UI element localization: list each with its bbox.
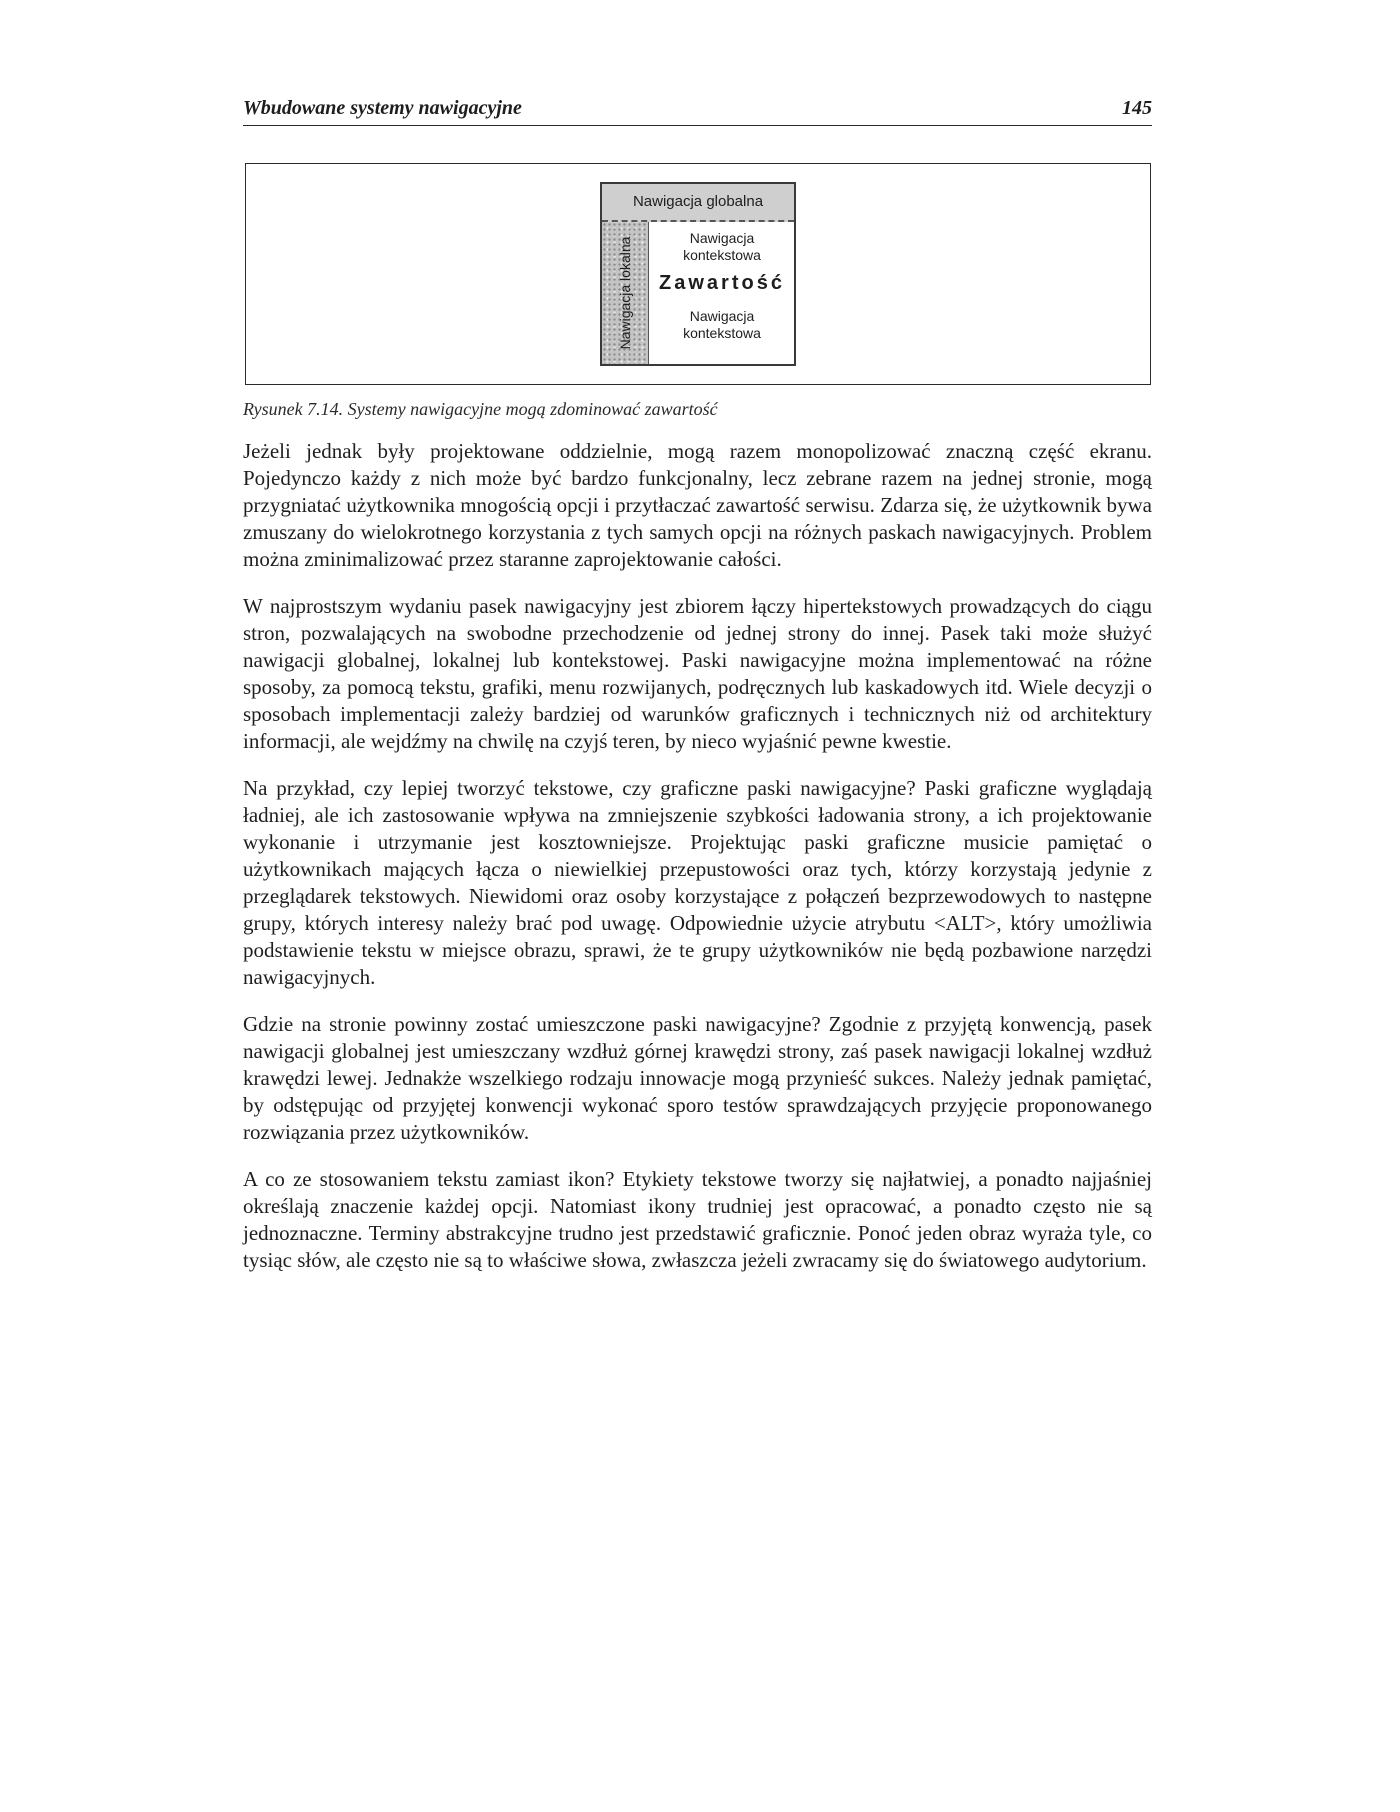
context-bottom-line-2: kontekstowa — [683, 325, 761, 341]
local-navigation-label: Nawigacja lokalna — [617, 236, 633, 350]
context-top-line-1: Nawigacja — [689, 230, 755, 246]
context-bottom-line-1: Nawigacja — [689, 308, 755, 324]
paragraph: Jeżeli jednak były projektowane oddzielnie, mogą razem monopolizować znaczną część ekranu. Pojedynczo każdy z nich może być bardzo funkcjonalny, lecz zebrane razem na jednej stronie, mogą przygniatać użytkownika mnogością opcji i przytłaczać zawartość serwisu. Zdarza się, że użytkownik bywa zmuszany do wielokrotnego korzystania z tych samych opcji na różnych paskach nawigacyjnych. Problem można zminimalizować przez staranne zaprojektowanie całości. — [243, 439, 1152, 571]
paragraph: A co ze stosowaniem tekstu zamiast ikon? Etykiety tekstowe tworzy się najłatwiej, a ponadto najjaśniej określają znaczenie każdej opcji. Natomiast ikony trudniej jest opracować, a ponadto często nie są jednoznaczne. Terminy abstrakcyjne trudno jest przedstawić graficznie. Ponoć jeden obraz wyraża tyle, co tysiąc słów, ale często nie są to właściwe słowa, zwłaszcza jeżeli zwracamy się do światowego audytorium. — [243, 1167, 1152, 1272]
content-label: Zawartość — [659, 272, 785, 294]
figure-caption: Rysunek 7.14. Systemy nawigacyjne mogą zdominować zawartość — [243, 399, 718, 419]
paragraph: W najprostszym wydaniu pasek nawigacyjny jest zbiorem łączy hipertekstowych prowadzących do ciągu stron, pozwalających na swobodne przechodzenie od jednej strony do innej. Pasek taki może służyć nawigacji globalnej, lokalnej lub kontekstowej. Paski nawigacyjne można implementować na różne sposoby, za pomocą tekstu, grafiki, menu rozwijanych, podręcznych lub kaskadowych itd. Wiele decyzji o sposobach implementacji zależy bardziej od warunków graficznych i technicznych niż od architektury informacji, ale wejdźmy na chwilę na czyjś teren, by nieco wyjaśnić pewne kwestie. — [243, 594, 1152, 753]
global-navigation-bar: Nawigacja globalna — [602, 184, 794, 222]
paragraph: Gdzie na stronie powinny zostać umieszczone paski nawigacyjne? Zgodnie z przyjętą konwencją, pasek nawigacji globalnej jest umieszczany wzdłuż górnej krawędzi strony, zaś pasek nawigacji lokalnej wzdłuż krawędzi lewej. Jednakże wszelkiego rodzaju innowacje mogą przynieść sukces. Należy jednak pamiętać, by odstępując od przyjętej konwencji wykonać sporo testów sprawdzających przyjęcie proponowanego rozwiązania przez użytkowników. — [243, 1012, 1152, 1144]
local-navigation-bar — [602, 222, 649, 364]
navigation-diagram — [600, 182, 796, 366]
context-navigation-top — [650, 230, 794, 264]
context-navigation-bottom — [650, 308, 794, 342]
content-area — [650, 222, 794, 364]
paragraph: Na przykład, czy lepiej tworzyć tekstowe, czy graficzne paski nawigacyjne? Paski graficzne wyglądają ładniej, ale ich zastosowanie wpływa na zmniejszenie szybkości ładowania strony, a ich projektowanie wykonanie i utrzymanie jest kosztowniejsze. Projektując paski graficzne musicie pamiętać o użytkownikach mających łącza o niewielkiej przepustowości oraz tych, którzy korzystają jedynie z przeglądarek tekstowych. Niewidomi oraz osoby korzystające z połączeń bezprzewodowych to następne grupy, których interesy należy brać pod uwagę. Odpowiednie użycie atrybutu <ALT>, który umożliwia podstawienie tekstu w miejsce obrazu, sprawi, że te grupy użytkowników nie będą pozbawione narzędzi nawigacyjnych. — [243, 776, 1152, 989]
body-text — [243, 438, 1152, 1294]
context-top-line-2: kontekstowa — [683, 247, 761, 263]
page-number: 145 — [1122, 97, 1152, 119]
running-header — [243, 97, 1152, 126]
chapter-title: Wbudowane systemy nawigacyjne — [243, 97, 522, 119]
